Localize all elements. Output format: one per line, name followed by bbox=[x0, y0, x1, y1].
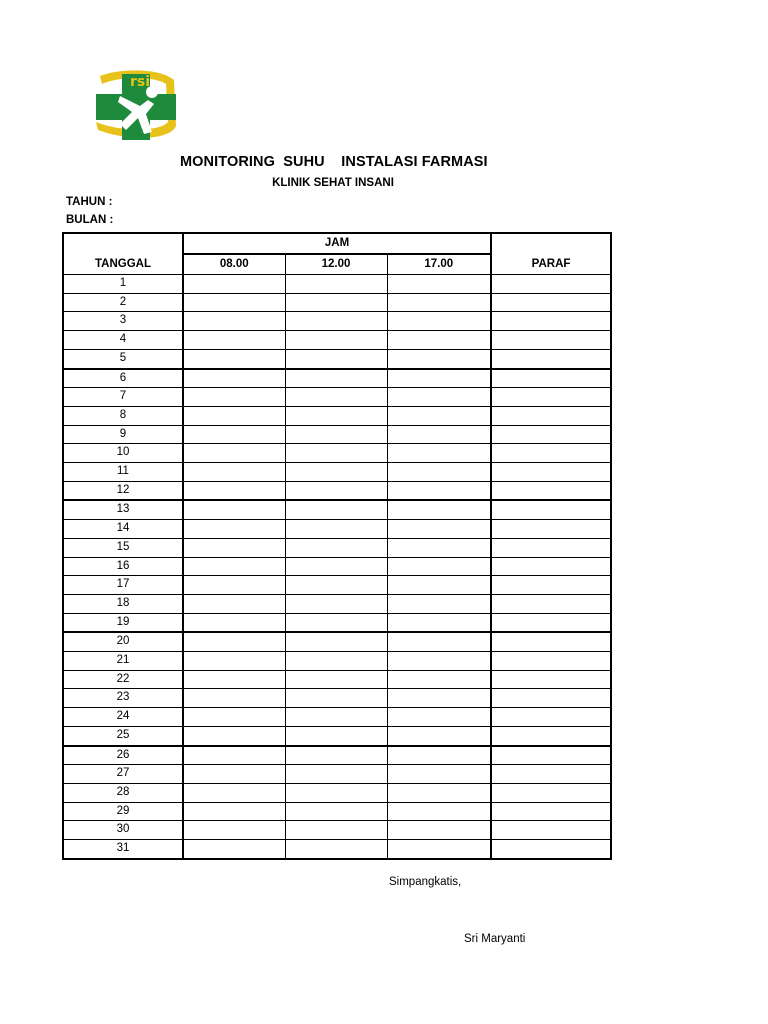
temp-1700-cell[interactable] bbox=[387, 463, 491, 482]
temp-1200-cell[interactable] bbox=[285, 689, 387, 708]
temp-0800-cell[interactable] bbox=[183, 670, 285, 689]
day-number-cell: 1 bbox=[63, 275, 183, 294]
header-row-top bbox=[63, 233, 611, 254]
temp-1200-cell[interactable] bbox=[285, 821, 387, 840]
temp-1200-cell[interactable] bbox=[285, 406, 387, 425]
table-row bbox=[63, 349, 611, 368]
temp-1200-cell[interactable] bbox=[285, 520, 387, 539]
temp-0800-cell[interactable] bbox=[183, 840, 285, 859]
temp-1700-cell[interactable] bbox=[387, 388, 491, 407]
day-number-cell: 16 bbox=[63, 557, 183, 576]
table-row bbox=[63, 275, 611, 294]
signature-cell[interactable] bbox=[491, 444, 611, 463]
temp-1700-cell[interactable] bbox=[387, 594, 491, 613]
day-number-cell: 22 bbox=[63, 670, 183, 689]
table-row bbox=[63, 500, 611, 519]
table-row bbox=[63, 652, 611, 671]
table-row bbox=[63, 444, 611, 463]
temp-1700-cell[interactable] bbox=[387, 576, 491, 595]
day-number-cell: 2 bbox=[63, 293, 183, 312]
signature-cell[interactable] bbox=[491, 557, 611, 576]
temp-1700-cell[interactable] bbox=[387, 275, 491, 294]
temp-1700-cell[interactable] bbox=[387, 765, 491, 784]
table-row bbox=[63, 689, 611, 708]
table-row bbox=[63, 293, 611, 312]
temp-0800-cell[interactable] bbox=[183, 500, 285, 519]
temp-1200-cell[interactable] bbox=[285, 670, 387, 689]
day-number-cell: 21 bbox=[63, 652, 183, 671]
signature-cell[interactable] bbox=[491, 275, 611, 294]
signature-cell[interactable] bbox=[491, 840, 611, 859]
date-column-header: TANGGAL bbox=[63, 233, 183, 275]
temp-1700-cell[interactable] bbox=[387, 444, 491, 463]
temp-1200-cell[interactable] bbox=[285, 708, 387, 727]
temp-1200-cell[interactable] bbox=[285, 613, 387, 632]
temp-1700-cell[interactable] bbox=[387, 613, 491, 632]
signature-column-header: PARAF bbox=[491, 233, 611, 275]
temp-1700-cell[interactable] bbox=[387, 312, 491, 331]
day-number-cell: 3 bbox=[63, 312, 183, 331]
day-number-cell: 7 bbox=[63, 388, 183, 407]
time-header-1700: 17.00 bbox=[387, 254, 491, 275]
signing-place: Simpangkatis, bbox=[389, 876, 462, 888]
signature-cell[interactable] bbox=[491, 802, 611, 821]
temp-0800-cell[interactable] bbox=[183, 652, 285, 671]
table-row bbox=[63, 708, 611, 727]
signature-cell[interactable] bbox=[491, 765, 611, 784]
table-row bbox=[63, 406, 611, 425]
signature-cell[interactable] bbox=[491, 406, 611, 425]
clinic-logo bbox=[90, 66, 182, 144]
table-row bbox=[63, 331, 611, 350]
signature-cell[interactable] bbox=[491, 746, 611, 765]
temp-0800-cell[interactable] bbox=[183, 821, 285, 840]
temp-1200-cell[interactable] bbox=[285, 726, 387, 745]
day-number-cell: 12 bbox=[63, 481, 183, 500]
temp-1200-cell[interactable] bbox=[285, 349, 387, 368]
signature-cell[interactable] bbox=[491, 689, 611, 708]
temp-1700-cell[interactable] bbox=[387, 557, 491, 576]
table-row bbox=[63, 576, 611, 595]
day-number-cell: 18 bbox=[63, 594, 183, 613]
temp-1700-cell[interactable] bbox=[387, 652, 491, 671]
table-row bbox=[63, 369, 611, 388]
day-number-cell: 8 bbox=[63, 406, 183, 425]
document-title: MONITORING SUHU INSTALASI FARMASI bbox=[180, 154, 488, 170]
time-group-header: JAM bbox=[183, 233, 491, 254]
temp-0800-cell[interactable] bbox=[183, 783, 285, 802]
temp-1200-cell[interactable] bbox=[285, 331, 387, 350]
temp-0800-cell[interactable] bbox=[183, 444, 285, 463]
signature-cell[interactable] bbox=[491, 388, 611, 407]
signature-cell[interactable] bbox=[491, 312, 611, 331]
table-row bbox=[63, 481, 611, 500]
temp-1200-cell[interactable] bbox=[285, 369, 387, 388]
signature-cell[interactable] bbox=[491, 821, 611, 840]
table-row bbox=[63, 538, 611, 557]
signature-cell[interactable] bbox=[491, 538, 611, 557]
day-number-cell: 31 bbox=[63, 840, 183, 859]
temp-1200-cell[interactable] bbox=[285, 632, 387, 651]
temp-0800-cell[interactable] bbox=[183, 632, 285, 651]
signature-cell[interactable] bbox=[491, 520, 611, 539]
temp-0800-cell[interactable] bbox=[183, 406, 285, 425]
temp-0800-cell[interactable] bbox=[183, 463, 285, 482]
temp-0800-cell[interactable] bbox=[183, 576, 285, 595]
day-number-cell: 9 bbox=[63, 425, 183, 444]
signature-cell[interactable] bbox=[491, 652, 611, 671]
temp-1700-cell[interactable] bbox=[387, 670, 491, 689]
temp-1200-cell[interactable] bbox=[285, 425, 387, 444]
temp-1200-cell[interactable] bbox=[285, 783, 387, 802]
temp-1700-cell[interactable] bbox=[387, 538, 491, 557]
temp-1200-cell[interactable] bbox=[285, 538, 387, 557]
table-row bbox=[63, 520, 611, 539]
day-number-cell: 30 bbox=[63, 821, 183, 840]
time-header-0800: 08.00 bbox=[183, 254, 285, 275]
temp-1700-cell[interactable] bbox=[387, 293, 491, 312]
signature-cell[interactable] bbox=[491, 463, 611, 482]
signature-cell[interactable] bbox=[491, 726, 611, 745]
signature-cell[interactable] bbox=[491, 331, 611, 350]
temp-1700-cell[interactable] bbox=[387, 708, 491, 727]
temp-1700-cell[interactable] bbox=[387, 406, 491, 425]
temp-0800-cell[interactable] bbox=[183, 594, 285, 613]
table-row bbox=[63, 765, 611, 784]
signature-cell[interactable] bbox=[491, 594, 611, 613]
signature-cell[interactable] bbox=[491, 783, 611, 802]
signature-cell[interactable] bbox=[491, 576, 611, 595]
signature-cell[interactable] bbox=[491, 670, 611, 689]
table-row bbox=[63, 425, 611, 444]
month-label: BULAN : bbox=[66, 214, 114, 226]
temp-1700-cell[interactable] bbox=[387, 349, 491, 368]
temp-0800-cell[interactable] bbox=[183, 746, 285, 765]
day-number-cell: 28 bbox=[63, 783, 183, 802]
temp-1700-cell[interactable] bbox=[387, 500, 491, 519]
temp-0800-cell[interactable] bbox=[183, 481, 285, 500]
temp-0800-cell[interactable] bbox=[183, 726, 285, 745]
temp-1200-cell[interactable] bbox=[285, 802, 387, 821]
day-number-cell: 13 bbox=[63, 500, 183, 519]
day-number-cell: 15 bbox=[63, 538, 183, 557]
table-row bbox=[63, 388, 611, 407]
day-number-cell: 20 bbox=[63, 632, 183, 651]
day-number-cell: 4 bbox=[63, 331, 183, 350]
signature-cell[interactable] bbox=[491, 425, 611, 444]
day-number-cell: 26 bbox=[63, 746, 183, 765]
temp-1200-cell[interactable] bbox=[285, 746, 387, 765]
temp-1700-cell[interactable] bbox=[387, 425, 491, 444]
temp-1200-cell[interactable] bbox=[285, 652, 387, 671]
table-row bbox=[63, 670, 611, 689]
day-number-cell: 10 bbox=[63, 444, 183, 463]
temp-1700-cell[interactable] bbox=[387, 783, 491, 802]
temp-1200-cell[interactable] bbox=[285, 594, 387, 613]
temp-0800-cell[interactable] bbox=[183, 331, 285, 350]
table-row bbox=[63, 632, 611, 651]
day-number-cell: 6 bbox=[63, 369, 183, 388]
day-number-cell: 19 bbox=[63, 613, 183, 632]
temp-1700-cell[interactable] bbox=[387, 746, 491, 765]
table-row bbox=[63, 312, 611, 331]
year-label: TAHUN : bbox=[66, 196, 113, 208]
temp-0800-cell[interactable] bbox=[183, 613, 285, 632]
temp-0800-cell[interactable] bbox=[183, 538, 285, 557]
temp-1700-cell[interactable] bbox=[387, 520, 491, 539]
table-row bbox=[63, 840, 611, 859]
signature-cell[interactable] bbox=[491, 293, 611, 312]
temp-0800-cell[interactable] bbox=[183, 425, 285, 444]
temp-1200-cell[interactable] bbox=[285, 293, 387, 312]
temp-1700-cell[interactable] bbox=[387, 689, 491, 708]
table-row bbox=[63, 594, 611, 613]
day-number-cell: 14 bbox=[63, 520, 183, 539]
temp-0800-cell[interactable] bbox=[183, 312, 285, 331]
table-row bbox=[63, 746, 611, 765]
time-header-1200: 12.00 bbox=[285, 254, 387, 275]
temp-1200-cell[interactable] bbox=[285, 388, 387, 407]
temp-1700-cell[interactable] bbox=[387, 481, 491, 500]
day-number-cell: 23 bbox=[63, 689, 183, 708]
temp-0800-cell[interactable] bbox=[183, 557, 285, 576]
temp-1200-cell[interactable] bbox=[285, 312, 387, 331]
signer-name: Sri Maryanti bbox=[464, 933, 526, 945]
temp-0800-cell[interactable] bbox=[183, 765, 285, 784]
document-subtitle: KLINIK SEHAT INSANI bbox=[272, 177, 394, 189]
day-number-cell: 11 bbox=[63, 463, 183, 482]
signature-cell[interactable] bbox=[491, 369, 611, 388]
temp-1200-cell[interactable] bbox=[285, 500, 387, 519]
day-number-cell: 17 bbox=[63, 576, 183, 595]
signature-cell[interactable] bbox=[491, 481, 611, 500]
table-row bbox=[63, 802, 611, 821]
temp-1200-cell[interactable] bbox=[285, 840, 387, 859]
temp-1700-cell[interactable] bbox=[387, 632, 491, 651]
signature-cell[interactable] bbox=[491, 500, 611, 519]
temp-1700-cell[interactable] bbox=[387, 726, 491, 745]
temp-0800-cell[interactable] bbox=[183, 708, 285, 727]
day-number-cell: 27 bbox=[63, 765, 183, 784]
temp-1700-cell[interactable] bbox=[387, 331, 491, 350]
table-row bbox=[63, 463, 611, 482]
temp-1200-cell[interactable] bbox=[285, 765, 387, 784]
temp-0800-cell[interactable] bbox=[183, 293, 285, 312]
temp-1200-cell[interactable] bbox=[285, 463, 387, 482]
temp-1200-cell[interactable] bbox=[285, 275, 387, 294]
temp-1700-cell[interactable] bbox=[387, 821, 491, 840]
temp-1200-cell[interactable] bbox=[285, 444, 387, 463]
day-number-cell: 25 bbox=[63, 726, 183, 745]
signature-cell[interactable] bbox=[491, 708, 611, 727]
signature-cell[interactable] bbox=[491, 613, 611, 632]
day-number-cell: 5 bbox=[63, 349, 183, 368]
temp-1200-cell[interactable] bbox=[285, 557, 387, 576]
table-row bbox=[63, 783, 611, 802]
temp-1700-cell[interactable] bbox=[387, 802, 491, 821]
temp-0800-cell[interactable] bbox=[183, 689, 285, 708]
table-row bbox=[63, 821, 611, 840]
signature-cell[interactable] bbox=[491, 349, 611, 368]
temp-0800-cell[interactable] bbox=[183, 369, 285, 388]
day-number-cell: 24 bbox=[63, 708, 183, 727]
temp-1700-cell[interactable] bbox=[387, 369, 491, 388]
clinic-logo-mark bbox=[90, 66, 182, 144]
temp-0800-cell[interactable] bbox=[183, 520, 285, 539]
table-row bbox=[63, 557, 611, 576]
table-row bbox=[63, 613, 611, 632]
temp-1200-cell[interactable] bbox=[285, 576, 387, 595]
logo-text: rsi bbox=[130, 74, 151, 90]
temp-1200-cell[interactable] bbox=[285, 481, 387, 500]
table-row bbox=[63, 726, 611, 745]
temp-1700-cell[interactable] bbox=[387, 840, 491, 859]
day-number-cell: 29 bbox=[63, 802, 183, 821]
temp-0800-cell[interactable] bbox=[183, 388, 285, 407]
temp-0800-cell[interactable] bbox=[183, 349, 285, 368]
temp-0800-cell[interactable] bbox=[183, 802, 285, 821]
temp-0800-cell[interactable] bbox=[183, 275, 285, 294]
signature-cell[interactable] bbox=[491, 632, 611, 651]
temperature-log-table bbox=[62, 232, 612, 860]
